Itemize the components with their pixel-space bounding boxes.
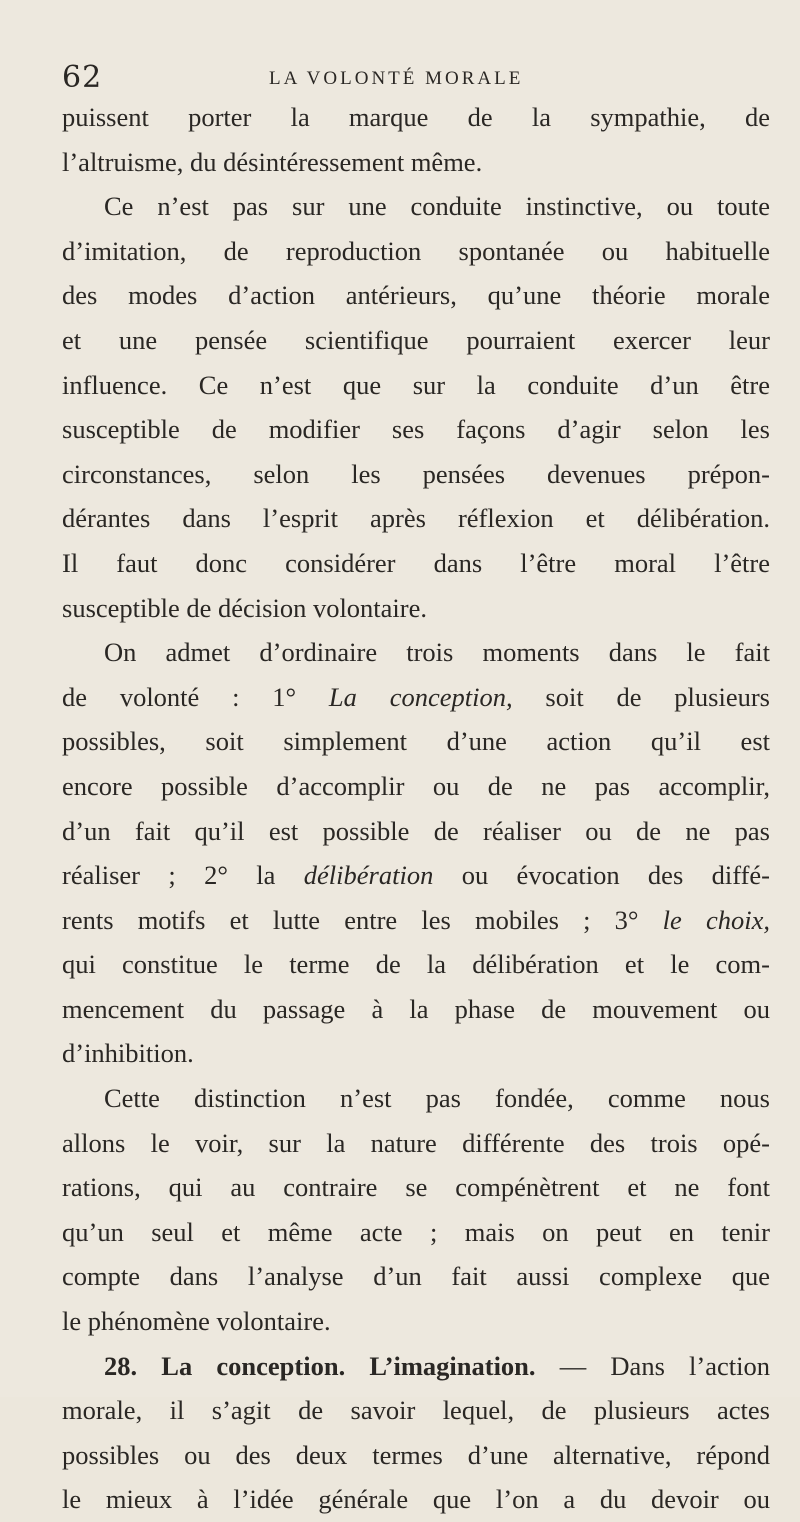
text-line: dérantes dans l’esprit après réflexion et délibération. bbox=[62, 503, 770, 534]
body-text bbox=[62, 95, 770, 1522]
text-line: de volonté : 1° La conception, soit de plusieurs bbox=[62, 681, 770, 712]
text-line: le phénomène volontaire. bbox=[62, 1306, 331, 1337]
text-line: rents motifs et lutte entre les mobiles ; 3° le choix, bbox=[62, 904, 770, 935]
text-line: d’imitation, de reproduction spontanée ou habituelle bbox=[62, 235, 770, 266]
text-line: allons le voir, sur la nature différente des trois opé- bbox=[62, 1127, 770, 1158]
text-line: On admet d’ordinaire trois moments dans le fait bbox=[104, 637, 770, 668]
text-line: Ce n’est pas sur une conduite instinctive, ou toute bbox=[104, 191, 770, 222]
text-line: le mieux à l’idée générale que l’on a du devoir ou bbox=[62, 1484, 770, 1515]
text-line: qui constitue le terme de la délibération et le com- bbox=[62, 949, 770, 980]
text-line: qu’un seul et même acte ; mais on peut en tenir bbox=[62, 1216, 770, 1247]
text-line: réaliser ; 2° la délibération ou évocation des diffé- bbox=[62, 860, 770, 891]
section-heading: 28. La conception. L’imagination. bbox=[104, 1350, 536, 1381]
text-line: compte dans l’analyse d’un fait aussi complexe que bbox=[62, 1261, 770, 1292]
text-line: susceptible de décision volontaire. bbox=[62, 592, 428, 623]
text-line: Il faut donc considérer dans l’être moral l’être bbox=[62, 547, 770, 578]
text-line: l’altruisme, du désintéressement même. bbox=[62, 146, 483, 177]
text-line: encore possible d’accomplir ou de ne pas accomplir, bbox=[62, 770, 770, 801]
text-line: possibles ou des deux termes d’une alternative, répond bbox=[62, 1439, 770, 1470]
page-number: 62 bbox=[62, 60, 103, 95]
text-line: d’inhibition. bbox=[62, 1038, 194, 1069]
text-line: possibles, soit simplement d’une action qu’il est bbox=[62, 726, 770, 757]
text-line: rations, qui au contraire se compénètrent et ne font bbox=[62, 1172, 770, 1203]
text-line: 28. La conception. L’imagination. — Dans l’action bbox=[104, 1350, 770, 1381]
running-head bbox=[62, 60, 760, 100]
text-line: des modes d’action antérieurs, qu’une théorie morale bbox=[62, 280, 770, 311]
text-line: d’un fait qu’il est possible de réaliser ou de ne pas bbox=[62, 815, 770, 846]
text-line: susceptible de modifier ses façons d’agir selon les bbox=[62, 414, 770, 445]
text-line: puissent porter la marque de la sympathie, de bbox=[62, 102, 770, 132]
italic-term: La conception, bbox=[328, 681, 513, 712]
italic-term: délibération bbox=[303, 860, 434, 891]
text-line: Cette distinction n’est pas fondée, comme nous bbox=[104, 1083, 770, 1114]
text-line: circonstances, selon les pensées devenues prépon- bbox=[62, 458, 770, 489]
running-title: LA VOLONTÉ MORALE bbox=[269, 68, 524, 89]
text-line: mencement du passage à la phase de mouvement ou bbox=[62, 993, 770, 1024]
text-line: et une pensée scientifique pourraient exercer leur bbox=[62, 324, 770, 355]
text-line: morale, il s’agit de savoir lequel, de plusieurs actes bbox=[62, 1395, 770, 1426]
text-line: influence. Ce n’est que sur la conduite d’un être bbox=[62, 369, 770, 400]
italic-term: le choix, bbox=[662, 904, 770, 935]
